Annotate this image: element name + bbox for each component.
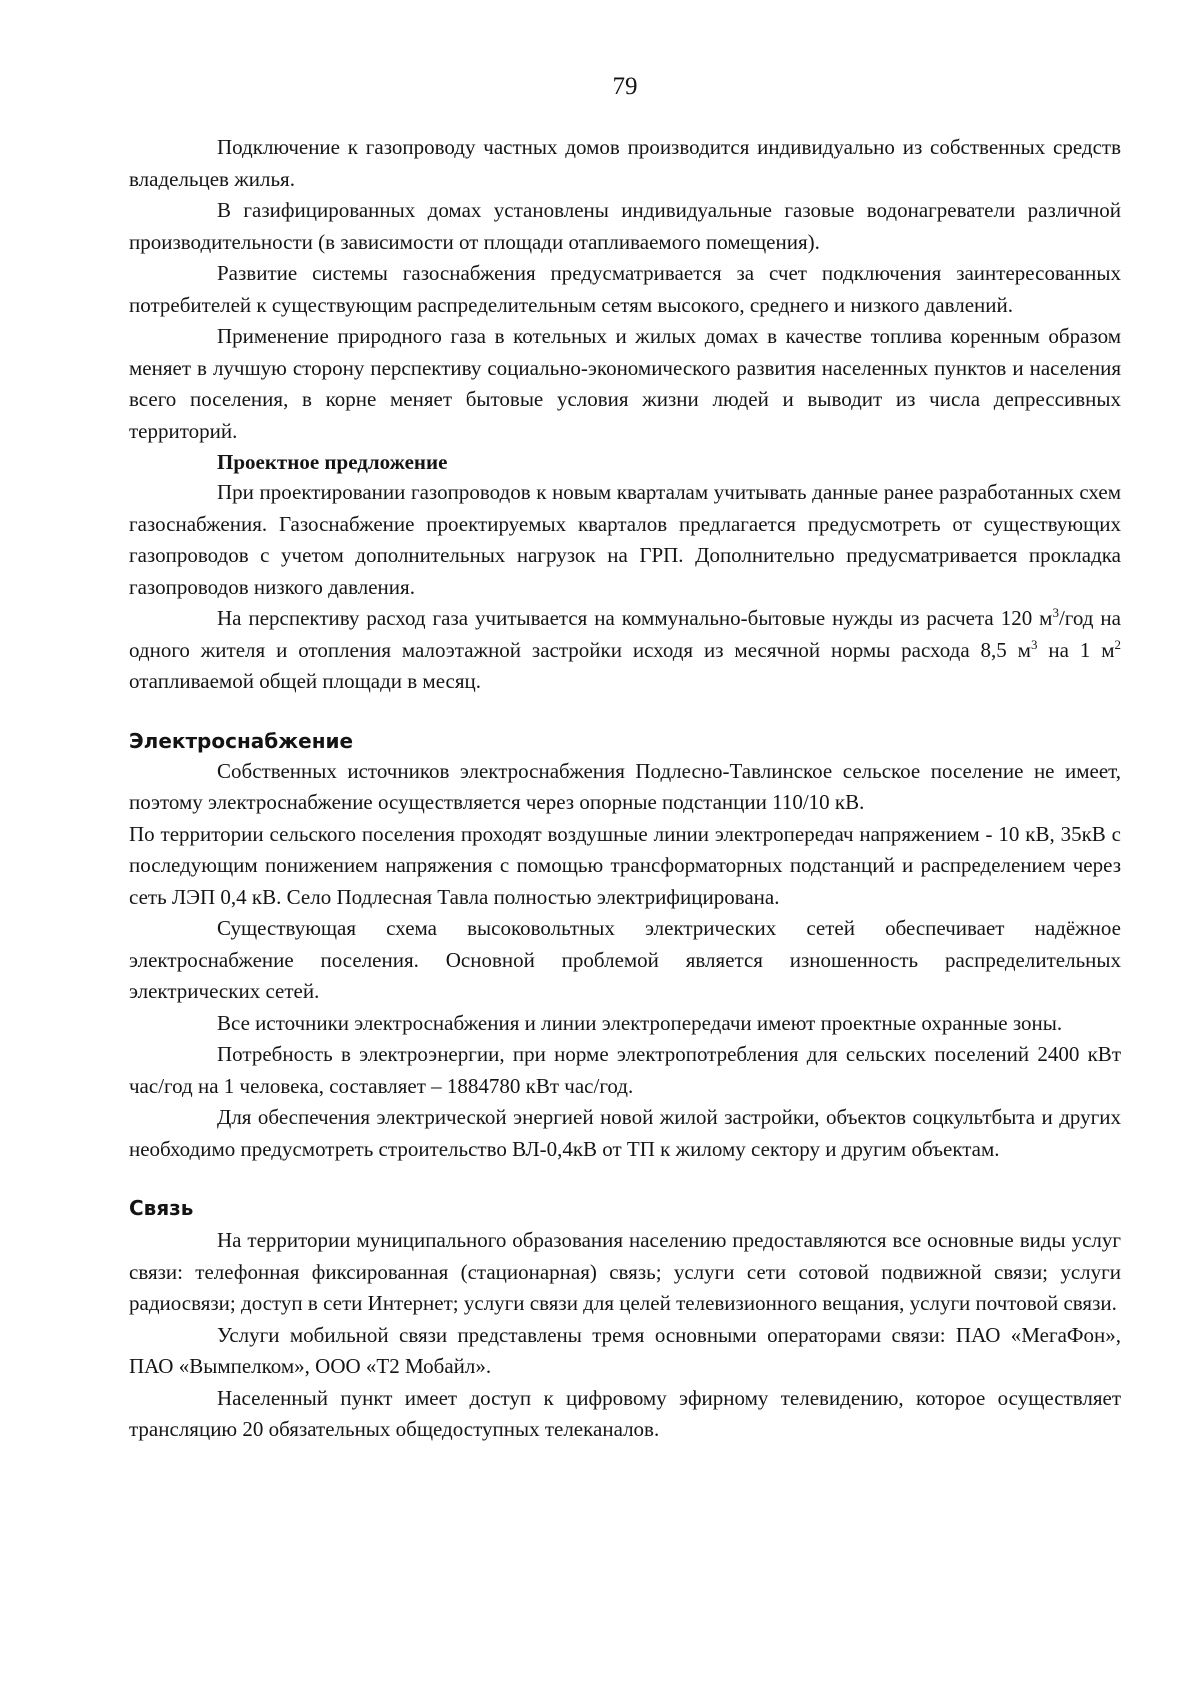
gas-paragraph-consumption [129, 603, 1121, 698]
electricity-paragraph-protection-zones: Все источники электроснабжения и линии электропередачи имеют проектные охранные зоны. [217, 1010, 1063, 1035]
communication-paragraph-services: На территории муниципального образования населению предоставляются все основные виды услуг связи: телефонная фиксированная (стационарная) связь; услуги сети сотовой подвижной связи; услуги радиосвязи; доступ в сети Интернет; услуги связи для целей телевизионного вещания, услуги почтовой связи. [129, 1228, 1121, 1315]
document-body [129, 132, 1121, 1446]
gas-paragraph-design: При проектировании газопроводов к новым кварталам учитывать данные ранее разработанных схем газоснабжения. Газоснабжение проектируемых кварталов предлагается предусмотреть от существующих газопроводов с учетом дополнительных нагрузок на ГРП. Дополнительно предусматривается прокладка газопроводов низкого давления. [129, 480, 1121, 599]
superscript-3: 3 [1030, 636, 1038, 652]
electricity-paragraph-new-construction: Для обеспечения электрической энергией новой жилой застройки, объектов соцкультбыта и других необходимо предусмотреть строительство ВЛ-0,4кВ от ТП к жилому сектору и другим объектам. [129, 1105, 1121, 1161]
communication-heading: Связь [129, 1196, 194, 1220]
gas-consumption-text-4: отапливаемой общей площади в месяц. [129, 669, 482, 693]
electricity-paragraph-sources: Собственных источников электроснабжения Подлесно-Тавлинское сельское поселение не имеет, поэтому электроснабжение осуществляется через опорные подстанции 110/10 кВ. [129, 758, 1121, 814]
gas-paragraph-natural-gas: Применение природного газа в котельных и жилых домах в качестве топлива коренным образом меняет в лучшую сторону перспективу социально-экономического развития населенных пунктов и населения всего поселения, в корне меняет бытовые условия жизни людей и выводит из числа депрессивных территорий. [129, 324, 1121, 443]
gas-consumption-text-2: /год на одного жителя и отопления малоэтажной застройки исходя из месячной нормы расхода 8,5 м [129, 606, 1121, 662]
superscript-3: 3 [1052, 605, 1059, 620]
gas-consumption-text-3: на 1 м [1037, 637, 1115, 662]
electricity-paragraph-network-state: Существующая схема высоковольтных электрических сетей обеспечивает надёжное электроснабжение поселения. Основной проблемой является изношенность распределительных электрических сетей. [129, 916, 1121, 1003]
gas-consumption-text-1: На перспективу расход газа учитывается на коммунально-бытовые нужды из расчета 120 м [217, 606, 1053, 630]
gas-paragraph-water-heaters: В газифицированных домах установлены индивидуальные газовые водонагреватели различной производительности (в зависимости от площади отапливаемого помещения). [129, 198, 1121, 254]
gas-paragraph-connection: Подключение к газопроводу частных домов производится индивидуально из собственных средств владельцев жилья. [129, 135, 1121, 191]
electricity-heading: Электроснабжение [129, 728, 354, 753]
superscript-2: 2 [1114, 636, 1121, 652]
electricity-paragraph-lines: По территории сельского поселения проходят воздушные линии электропередач напряжением - 10 кВ, 35кВ с последующим понижением напряжения с помощью трансформаторных подстанций и распределением через сеть ЛЭП 0,4 кВ. Село Подлесная Тавла полностью электрифицирована. [129, 821, 1121, 909]
page-number: 79 [612, 73, 638, 100]
communication-paragraph-digital-tv: Населенный пункт имеет доступ к цифровому эфирному телевидению, которое осуществляет трансляцию 20 обязательных общедоступных телеканалов. [129, 1385, 1121, 1441]
project-proposal-heading: Проектное предложение [217, 450, 448, 474]
electricity-paragraph-demand: Потребность в электроэнергии, при норме электропотребления для сельских поселений 2400 кВт час/год на 1 человека, составляет – 1884780 кВт час/год. [129, 1042, 1121, 1098]
gas-paragraph-development: Развитие системы газоснабжения предусматривается за счет подключения заинтересованных потребителей к существующим распределительным сетям высокого, среднего и низкого давлений. [129, 261, 1121, 317]
communication-paragraph-mobile-operators: Услуги мобильной связи представлены тремя основными операторами связи: ПАО «МегаФон», ПАО «Вымпелком», ООО «Т2 Мобайл». [129, 1322, 1121, 1378]
